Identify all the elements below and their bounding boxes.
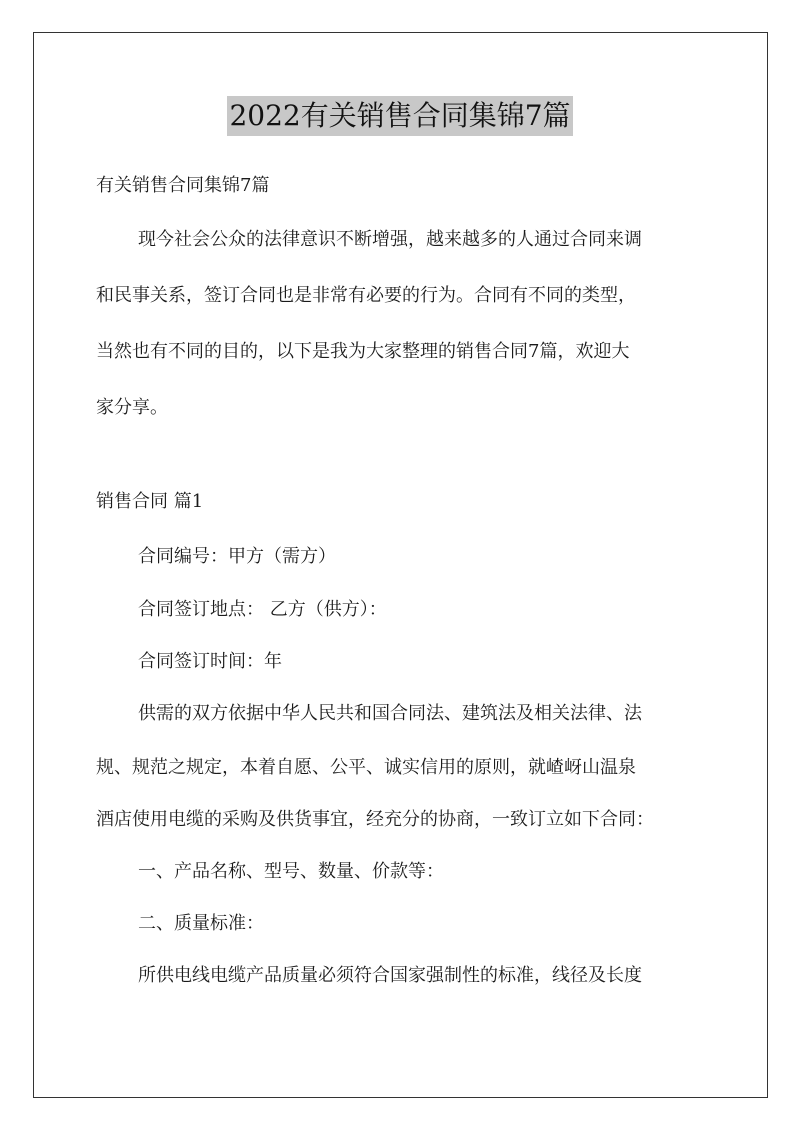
- intro-line: 当然也有不同的目的，以下是我为大家整理的销售合同7篇，欢迎大: [96, 341, 630, 362]
- body-line: 所供电线电缆产品质量必须符合国家强制性的标准，线径及长度: [138, 965, 642, 986]
- document-subtitle: 有关销售合同集锦7篇: [96, 175, 270, 196]
- document-title: [0, 96, 800, 136]
- clause-line: 二、质量标准：: [138, 913, 264, 934]
- document-title-text: 2022有关销售合同集锦7篇: [227, 96, 572, 136]
- body-line: 供需的双方依据中华人民共和国合同法、建筑法及相关法律、法: [138, 703, 642, 724]
- body-line: 酒店使用电缆的采购及供货事宜，经充分的协商，一致订立如下合同：: [96, 809, 654, 830]
- section-heading: 销售合同 篇1: [96, 491, 204, 512]
- clause-line: 一、产品名称、型号、数量、价款等：: [138, 861, 444, 882]
- intro-line: 家分享。: [96, 397, 168, 418]
- intro-line: 现今社会公众的法律意识不断增强，越来越多的人通过合同来调: [138, 229, 642, 250]
- body-line: 规、规范之规定，本着自愿、公平、诚实信用的原则，就嵖岈山温泉: [96, 757, 636, 778]
- intro-line: 和民事关系，签订合同也是非常有必要的行为。合同有不同的类型，: [96, 285, 636, 306]
- contract-number-line: 合同编号：甲方（需方）: [138, 546, 336, 567]
- contract-time-line: 合同签订时间：年: [138, 651, 282, 672]
- contract-place-line: 合同签订地点： 乙方（供方）：: [138, 599, 387, 620]
